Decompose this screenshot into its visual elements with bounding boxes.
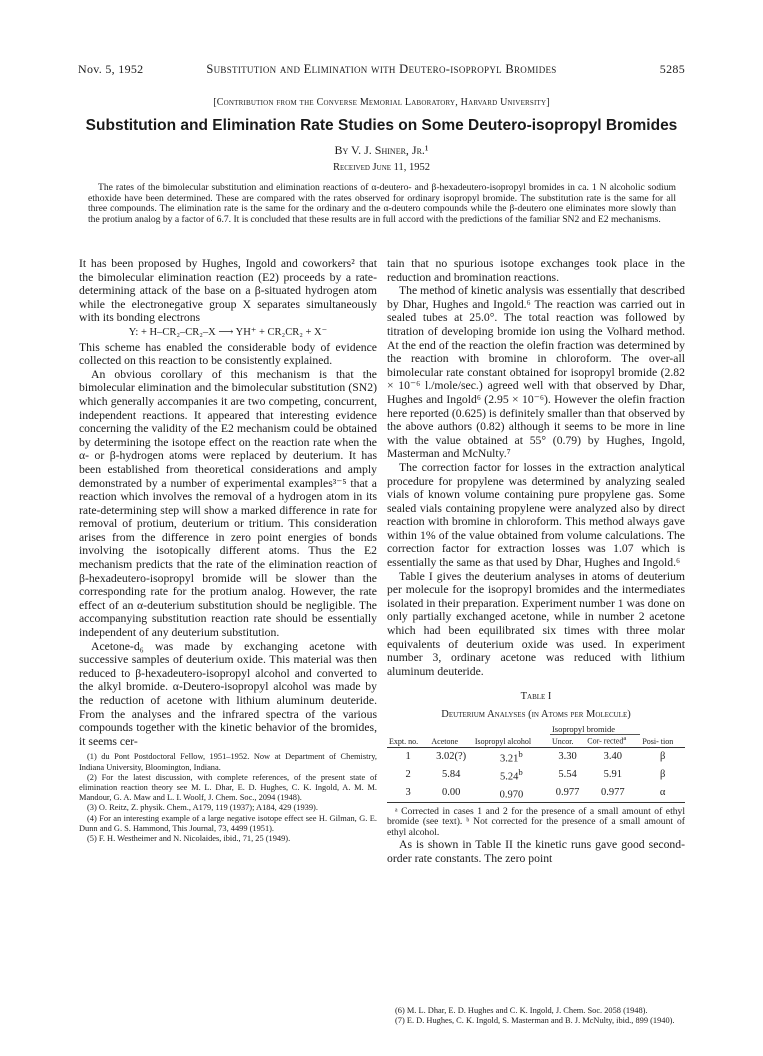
footnote: (4) For an interesting example of a large negative isotope effect see H. Gilman, G. E. Dunn and G. S. Hammond, This Journal, 73, 4499 (1951).	[79, 813, 377, 833]
reaction-equation: Y: + H–CR₂–CR₂–X ⟶ YH⁺ + CR₂CR₂ + X⁻	[128, 326, 328, 338]
footnote: (7) E. D. Hughes, C. K. Ingold, S. Masterman and B. J. McNulty, ibid., 899 (1940).	[395, 1016, 675, 1026]
paragraph: As is shown in Table II the kinetic runs gave good second-order rate constants. The zero point	[387, 838, 685, 865]
footnote: (1) du Pont Postdoctoral Fellow, 1951–1952. Now at Department of Chemistry, Indiana University, Bloomington, Indiana.	[79, 752, 377, 772]
deuterium-table	[387, 725, 685, 803]
table-row: 2 5.84 5.24$^b$ 5.54 5.91 β	[405, 767, 666, 783]
paragraph: This scheme has enabled the considerable body of evidence collected on this reaction to be consistently explained.	[79, 340, 377, 368]
paragraph: Table I gives the deuterium analyses in atoms of deuterium per molecule for the isopropyl bromides and the intermediates isolated in their preparation. Experiment number 1 was done on only partially exchanged acetone, while in number 2 acetone which had been equilibrated six times with three molar equivalents of deuterium oxide was used. In experiment number 3, ordinary acetone was reduced with lithium aluminum deuteride.	[387, 569, 685, 678]
paragraph: An obvious corollary of this mechanism is that the bimolecular elimination and the bimolecular substitution (SN2) which generally accompanies it are two competing, concurrent, independent reactions. It appeared that interesting evidence concerning the validity of the E2 mechanism could be obtained by determining the isotope effect on the reaction rate when the α- or β-hydrogen atoms were replaced by deuterium. It has been established from theoretical considerations and amply demonstrated by a number of experimental examples³⁻⁵ that a reaction which involves the removal of a hydrogen atom in its rate-determining step will show a marked difference in rate for removal of protium, deuterium or tritium. This consideration arises from the difference in zero point energies of bonds involving the isotopically different atoms. Thus the E2 mechanism predicts that the rate of the elimination reaction of β-hexadeutero-isopropyl bromide will be slower than the corresponding rate for the protium analog. However, the rate effect of an α-deuterium substitution should be negligible. The accompanying substitution reaction rate should be essentially independent of any deuterium substitution.	[79, 367, 377, 640]
footnote: (5) F. H. Westheimer and N. Nicolaides, ibid., 71, 25 (1949).	[87, 834, 291, 843]
received-date: Received June 11, 1952	[332, 162, 431, 173]
footnotes-right	[387, 1006, 685, 1026]
running-head	[78, 62, 685, 80]
footnote: (3) O. Reitz, Z. physik. Chem., A179, 119 (1937); A184, 429 (1939).	[87, 803, 318, 813]
issue-date: Nov. 5, 1952	[78, 62, 144, 76]
footnotes-left	[79, 752, 377, 844]
col-header: Acetone	[429, 735, 473, 748]
table-title: Deuterium Analyses (in Atoms per Molecule)	[441, 709, 631, 720]
col-header: Posi- tion	[640, 735, 685, 748]
paragraph: tain that no spurious isotope exchanges took place in the reduction and bromination reactions.	[387, 257, 685, 284]
col-header: Expt. no.	[387, 735, 429, 748]
paragraph: The method of kinetic analysis was essentially that described by Dhar, Hughes and Ingold.⁶ The reaction was carried out in sealed tubes at 25.0°. The total reaction was followed by titration of developing bromide ion using the Volhard method. At the end of the reaction the olefin fraction was determined by the reaction with bromine in chloroform. The over-all bimolecular rate constant obtained for isopropyl bromide (2.82 × 10⁻⁶ l./mole/sec.) agreed well with that observed by Dhar, Hughes and Ingold⁶ (2.95 × 10⁻⁶). However the olefin fraction here reported (0.625) is definitely smaller than that observed by the above authors (0.82) although it seems to be more in line with the value obtained at 55° (0.79) by Hughes, Ingold, Masterman and McNulty.⁷	[387, 284, 685, 461]
table-row: 1 3.02(?) 3.21$^b$ 3.30 3.40 β	[405, 749, 666, 765]
paragraph: Acetone-d₆ was made by exchanging acetone with successive samples of deuterium oxide. This material was then reduced to β-hexadeutero-isopropyl alcohol and converted to the alkyl bromide. α-Deutero-isopropyl alcohol was made by the reduction of acetone with lithium aluminum deuteride. From the analyses and the infrared spectra of the various compounds together with the kinetic behavior of the bromides, it seems cer-	[79, 639, 377, 748]
author-line: By V. J. Shiner, Jr.¹	[334, 143, 429, 157]
running-title: Substitution and Elimination with Deutero-isopropyl Bromides	[206, 62, 557, 76]
article-title: Substitution and Elimination Rate Studies on Some Deutero-isopropyl Bromides	[85, 117, 678, 134]
paragraph: The correction factor for losses in the extraction analytical procedure for propylene was determined by analyzing sealed vials of known volume containing pure propylene gas. Some sealed vials containing propylene were analyzed also by direct reaction with bromine in chloroform. This method always gave within 1% of the value obtained from volume calculations. The correction factor for extraction losses was 1.07 which is essentially the same as that used by Dhar, Hughes and Ingold.⁶	[387, 460, 685, 570]
abstract: The rates of the bimolecular substitution and elimination reactions of α-deutero- and β-hexadeutero-isopropyl bromides in ca. 1 N alcoholic sodium ethoxide have been determined. These are compared with the rates observed for ordinary isopropyl bromide. The substitution rate is the same for all three compounds. The elimination rate is the same for the ordinary and the α-deutero compounds while the β-deutero one eliminates more slowly than the protium analog by a factor of 6.7. It is concluded that these results are in full accord with the predictions of the familiar SN2 and E2 mechanisms.	[88, 182, 676, 225]
footnote: (2) For the latest discussion, with complete references, of the present state of elimination reaction theory see M. L. Dhar, E. D. Hughes, C. K. Ingold, A. M. M. Mandour, G. A. Maw and L. I. Woolf, J. Chem. Soc., 2094 (1948).	[79, 772, 377, 803]
table-caption: Table I	[520, 691, 552, 703]
col-header: Cor- rected$^a$	[585, 735, 640, 748]
col-header: Uncor.	[550, 735, 585, 748]
right-column	[387, 257, 685, 865]
contribution-line: [Contribution from the Converse Memorial Laboratory, Harvard University]	[213, 97, 550, 108]
paragraph: It has been proposed by Hughes, Ingold and coworkers² that the bimolecular elimination reaction (E2) proceeds by a rate-determining attack of the base on a β-situated hydrogen atom while the electronegative group X separates simultaneously with its bonding electrons	[79, 257, 377, 325]
table-row: 3 0.00 0.970 0.977 0.977 α	[387, 784, 685, 802]
span-header: Isopropyl bromide	[550, 725, 640, 735]
page-number: 5285	[659, 62, 685, 76]
footnote: (6) M. L. Dhar, E. D. Hughes and C. K. Ingold, J. Chem. Soc. 2058 (1948).	[395, 1006, 648, 1015]
left-column	[79, 257, 377, 844]
col-header: Isopropyl alcohol	[473, 735, 550, 748]
table-footnote: ᵃ Corrected in cases 1 and 2 for the presence of a small amount of ethyl bromide (see text). ᵇ Not corrected for the presence of a small amount of ethyl alcohol.	[387, 805, 685, 838]
